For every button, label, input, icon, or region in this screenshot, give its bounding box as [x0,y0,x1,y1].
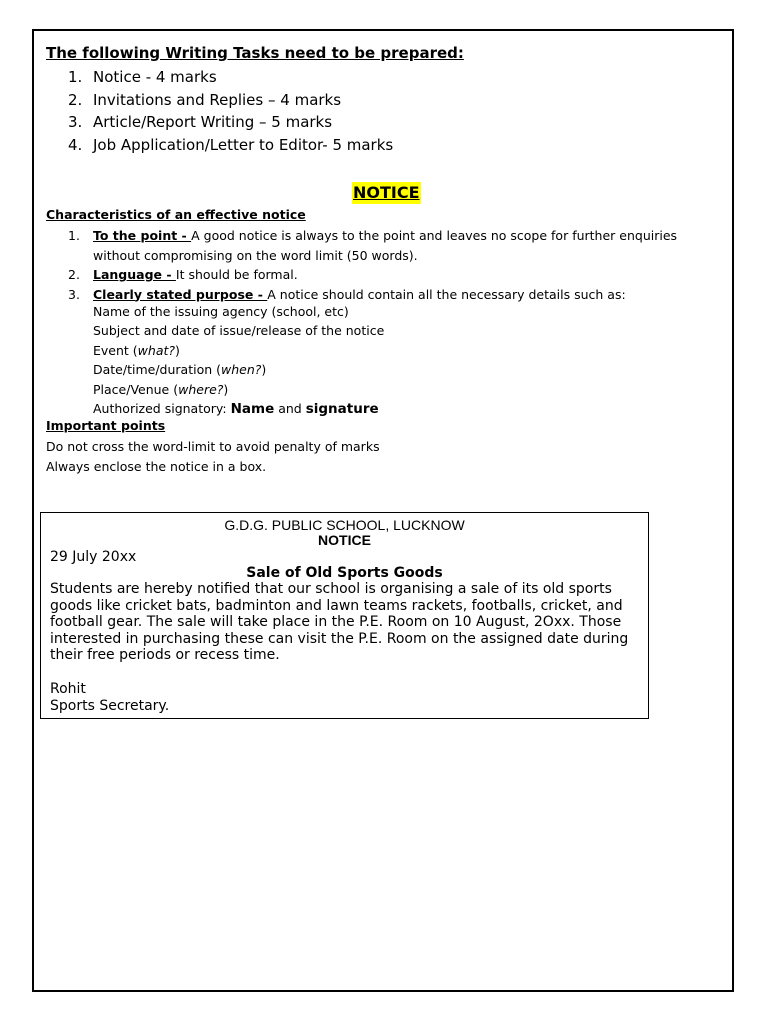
item-text: A notice should contain all the necessary details such as: [267,286,626,302]
notice-section-title: NOTICE [353,183,420,202]
detail-agency: Name of the issuing agency (school, etc) [93,304,349,319]
detail-place: Place/Venue (where?) [93,381,229,397]
detail-event: Event (what?) [93,342,180,358]
tasks-heading: The following Writing Tasks need to be prepared: [46,44,464,62]
item-lead: To the point - [93,228,192,243]
task-text: Notice - 4 marks [93,68,217,86]
sample-notice-title: NOTICE [318,532,371,548]
item-text: It should be formal. [175,267,298,282]
list-item: 1. Notice - 4 marks [68,68,217,86]
list-item: 4. Job Application/Letter to Editor- 5 marks [68,136,394,155]
characteristics-list [68,226,688,304]
characteristics-heading: Characteristics of an effective notice [46,207,306,222]
sample-notice-box [40,512,649,719]
list-item: Do not cross the word-limit to avoid penalty of marks [46,439,380,454]
task-text: Invitations and Replies – 4 marks [93,90,342,109]
notice-date: 29 July 20xx [50,549,137,565]
notice-sender: Rohit [50,681,86,697]
item-lead: Clearly stated purpose - [93,286,268,302]
page-border [32,29,734,992]
item-lead: Language - [93,267,176,282]
notice-sender-role: Sports Secretary. [50,698,170,714]
list-item: 3. Clearly stated purpose - A notice should contain all the necessary details such as: [68,286,626,302]
list-item: Always enclose the notice in a box. [46,458,267,474]
notice-body: Students are hereby notified that our school is organising a sale of its old sports goods like cricket bats, badminton and lawn teams rackets, footballs, cricket, and football gear. The sale will take place in the P.E. Room on 10 August, 2Oxx. Those interested in purchasing these can visit the P.E. Room on the assigned date during their free periods or recess time. [50,581,629,663]
notice-subject: Sale of Old Sports Goods [246,565,443,581]
important-points-heading: Important points [46,418,166,433]
notice-details-list [93,302,384,419]
task-text: Article/Report Writing – 5 marks [93,113,333,132]
list-item: 2. Language - It should be formal. [68,267,298,282]
item-text: A good notice is always to the point and leaves no scope for further enquiries without compromising on the word limit (50 words). [93,228,678,263]
detail-signatory: Authorized signatory: Name and signature [93,401,379,418]
list-item: 3. Article/Report Writing – 5 marks [68,113,333,132]
detail-subject: Subject and date of issue/release of the notice [93,323,385,339]
tasks-list [68,66,393,157]
list-item: 2. Invitations and Replies – 4 marks [68,90,342,109]
school-name: G.D.G. PUBLIC SCHOOL, LUCKNOW [224,517,465,533]
task-text: Job Application/Letter to Editor- 5 marks [93,136,394,155]
important-points-list [46,437,380,476]
list-item: 1. To the point - A good notice is always to the point and leaves no scope for further enquiries without compromising on the word limit (50 words). [68,228,678,263]
detail-date: Date/time/duration (when?) [93,362,267,378]
